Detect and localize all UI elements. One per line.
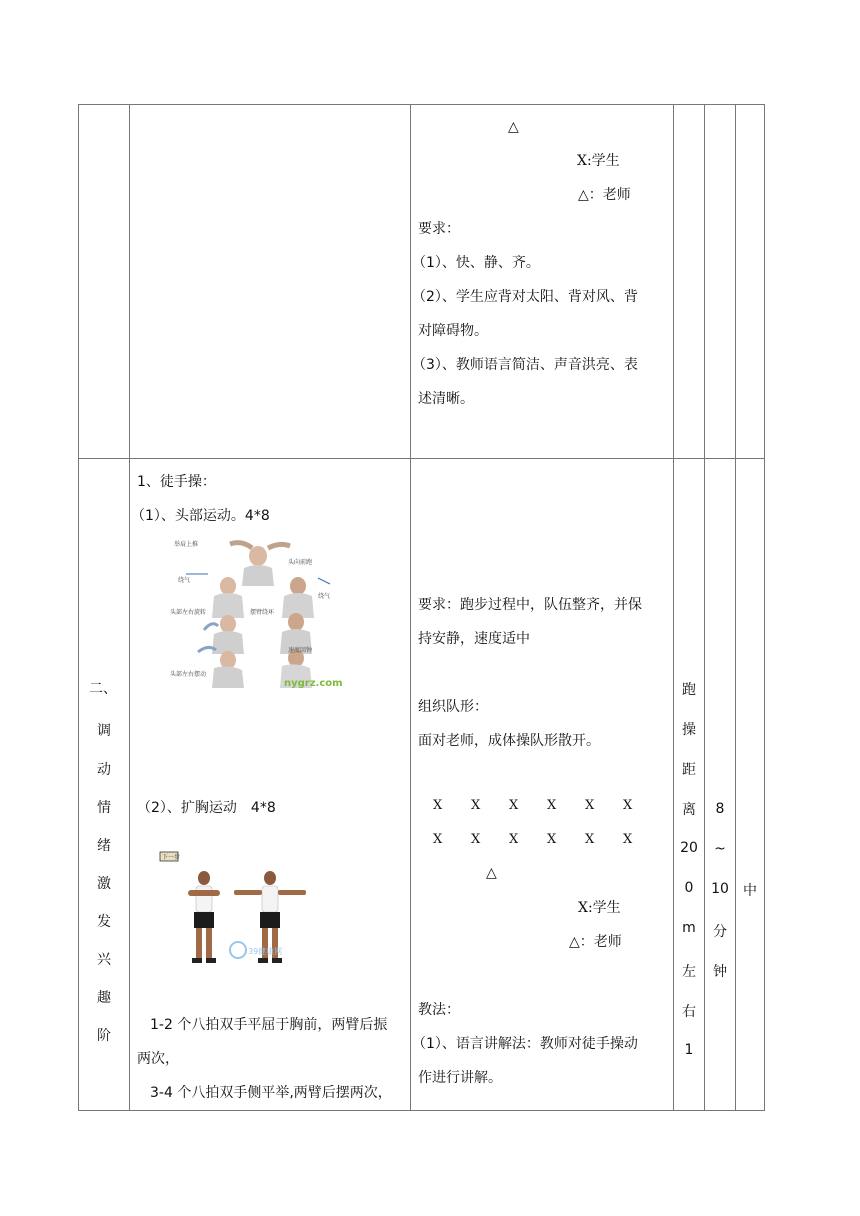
time-char: 钟 (713, 964, 727, 980)
formation-title: 组织队形： (418, 699, 488, 715)
table-border-bottom (78, 1110, 764, 1111)
run-requirement-a: 要求：跑步过程中，队伍整齐，并保 (418, 597, 642, 613)
head-label: 头向前跑 (288, 559, 313, 566)
head-label: 速度回钟 (288, 647, 313, 654)
load-char: 距 (682, 762, 696, 778)
time-char: 10 (711, 881, 729, 897)
table-col-divider (704, 104, 705, 1111)
student-mark: X (547, 798, 557, 813)
student-mark: X (585, 832, 595, 847)
method-title: 教法： (418, 1002, 460, 1018)
table-border-right (764, 104, 765, 1111)
head-label: 举肩上推 (174, 541, 199, 548)
load-char: 离 (682, 802, 696, 818)
head-label: 绕气 (318, 593, 331, 600)
section-number: 二、 (89, 681, 117, 697)
time-char: ~ (714, 841, 726, 857)
section-char: 兴 (97, 952, 111, 968)
student-mark: X (509, 798, 519, 813)
table-col-divider (735, 104, 736, 1111)
time-char: 分 (713, 924, 727, 940)
student-mark: X (623, 798, 633, 813)
requirement-title: 要求： (418, 221, 460, 237)
load-char: 操 (682, 722, 696, 738)
requirement-1: （1）、快、静、齐。 (412, 255, 540, 271)
section-char: 情 (97, 800, 111, 816)
teacher-triangle: △ (508, 119, 519, 135)
student-mark: X (433, 798, 443, 813)
table-col-divider (673, 104, 674, 1111)
chest-desc-1a: 1-2 个八拍双手平屈于胸前，两臂后振 (150, 1017, 388, 1033)
method-1b: 作进行讲解。 (418, 1070, 502, 1086)
head-exercise-illustration (168, 534, 364, 688)
time-char: 8 (715, 801, 725, 817)
load-char: 跑 (682, 682, 696, 698)
table-col-divider (410, 104, 411, 1111)
requirement-2a: （2）、学生应背对太阳、背对风、背 (412, 289, 638, 305)
section-char: 趣 (97, 990, 111, 1006)
student-mark: X (471, 798, 481, 813)
table-col-divider (129, 104, 130, 1111)
head-label: 头部左右摆动 (170, 671, 207, 678)
student-mark: X (585, 798, 595, 813)
method-1a: （1）、语言讲解法：教师对徒手操动 (412, 1036, 638, 1052)
requirement-3a: （3）、教师语言简洁、声音洪亮、表 (412, 357, 638, 373)
legend-student: X:学生 (578, 900, 621, 916)
head-label: 绕气 (178, 577, 191, 584)
student-mark: X (509, 832, 519, 847)
exercise-head: （1）、头部运动。4*8 (131, 508, 270, 524)
load-char: m (682, 920, 696, 936)
chest-desc-2: 3-4 个八拍双手侧平举,两臂后摆两次， (150, 1085, 392, 1101)
load-char: 右 (682, 1004, 696, 1020)
requirement-3b: 述清晰。 (418, 391, 474, 407)
legend-teacher: △：老师 (569, 934, 622, 950)
table-row-divider (78, 458, 764, 459)
student-mark: X (623, 832, 633, 847)
exercise-title: 1、徒手操： (137, 474, 216, 490)
table-border-top (78, 104, 764, 105)
head-label: 头部左右旋转 (170, 609, 207, 616)
chest-desc-1b: 两次， (137, 1051, 179, 1067)
exercise-chest: （2）、扩胸运动 4*8 (137, 800, 276, 816)
intensity-value: 中 (743, 883, 757, 899)
chest-tag: 下一步 (162, 854, 181, 861)
head-watermark: nygrz.com (284, 678, 343, 688)
table-border-left (78, 104, 79, 1111)
section-char: 绪 (97, 838, 111, 854)
formation-desc: 面对老师，成体操队形散开。 (418, 733, 600, 749)
requirement-2b: 对障碍物。 (418, 323, 488, 339)
legend-student: X:学生 (577, 153, 620, 169)
chest-watermark: 39健康网 (248, 947, 283, 956)
head-label: 摆臂绕环 (250, 609, 275, 616)
load-char: 0 (684, 880, 694, 896)
section-char: 阶 (97, 1028, 111, 1044)
section-char: 调 (97, 723, 111, 739)
load-char: 20 (680, 840, 698, 856)
load-char: 左 (682, 964, 696, 980)
legend-teacher: △：老师 (578, 187, 631, 203)
student-mark: X (547, 832, 557, 847)
section-char: 动 (97, 762, 111, 778)
section-char: 激 (97, 876, 111, 892)
chest-exercise-illustration (158, 846, 308, 976)
student-mark: X (433, 832, 443, 847)
load-char: 1 (684, 1042, 694, 1058)
section-char: 发 (97, 914, 111, 930)
student-mark: X (471, 832, 481, 847)
teacher-triangle: △ (486, 865, 497, 881)
run-requirement-b: 持安静，速度适中 (418, 631, 530, 647)
